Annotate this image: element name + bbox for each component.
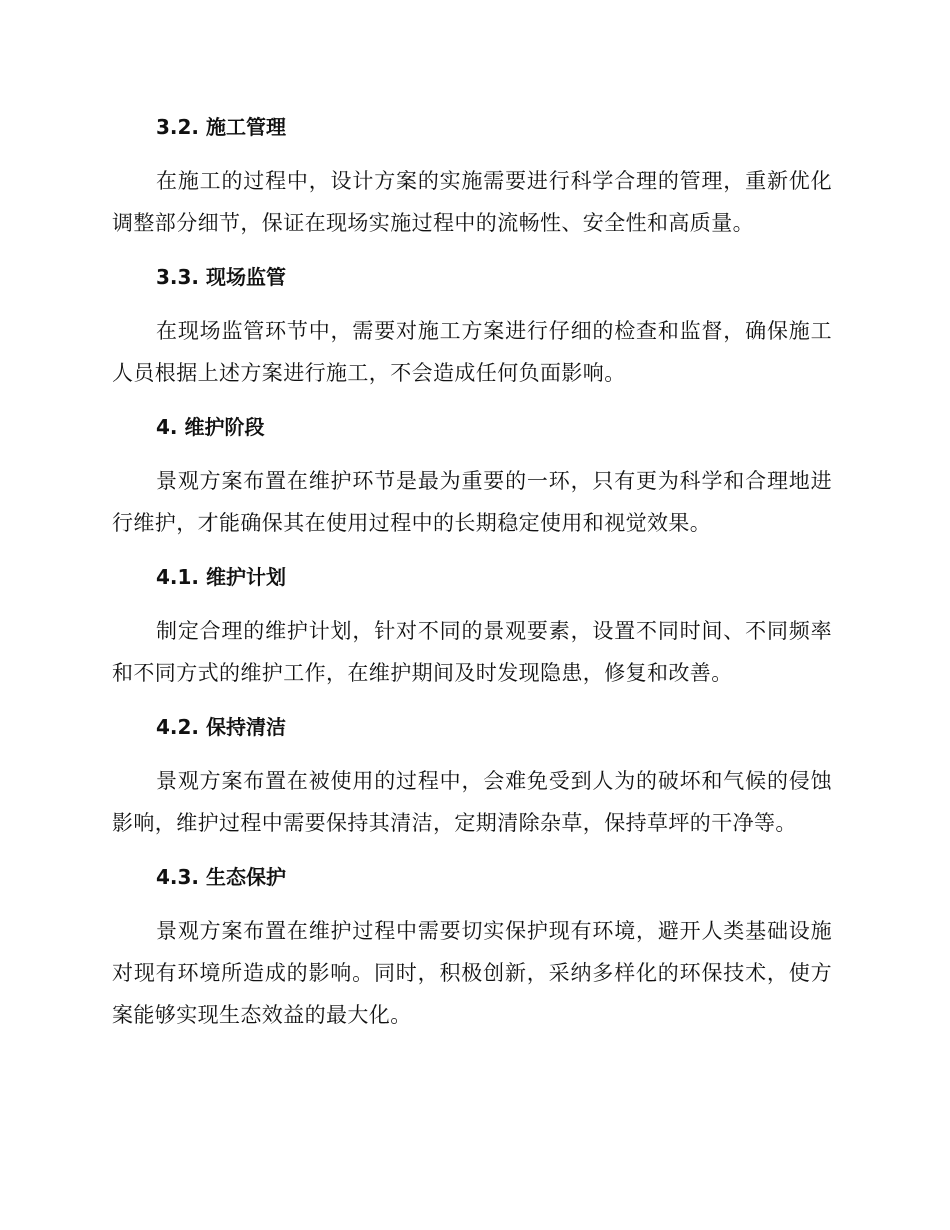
- section-paragraph: 景观方案布置在维护环节是最为重要的一环，只有更为科学和合理地进行维护，才能确保其在使用过程中的长期稳定使用和视觉效果。: [112, 469, 832, 535]
- section-paragraph: 在现场监管环节中，需要对施工方案进行仔细的检查和监督，确保施工人员根据上述方案进行施工，不会造成任何负面影响。: [112, 319, 832, 385]
- section-3-2: [112, 108, 832, 244]
- section-4-2: [112, 708, 832, 844]
- section-3-3: [112, 258, 832, 394]
- document-body: [112, 108, 832, 1050]
- section-4: [112, 408, 832, 544]
- section-heading: 3.2. 施工管理: [156, 115, 286, 139]
- section-paragraph: 制定合理的维护计划，针对不同的景观要素，设置不同时间、不同频率和不同方式的维护工作，在维护期间及时发现隐患，修复和改善。: [112, 619, 832, 685]
- section-heading: 4. 维护阶段: [156, 415, 265, 439]
- section-heading: 4.3. 生态保护: [156, 865, 286, 889]
- section-4-3: [112, 858, 832, 1036]
- section-paragraph: 景观方案布置在被使用的过程中，会难免受到人为的破坏和气候的侵蚀影响，维护过程中需要保持其清洁，定期清除杂草，保持草坪的干净等。: [112, 769, 832, 835]
- section-heading: 4.1. 维护计划: [156, 565, 286, 589]
- section-paragraph: 在施工的过程中，设计方案的实施需要进行科学合理的管理，重新优化调整部分细节，保证在现场实施过程中的流畅性、安全性和高质量。: [112, 169, 832, 235]
- section-4-1: [112, 558, 832, 694]
- section-paragraph: 景观方案布置在维护过程中需要切实保护现有环境，避开人类基础设施对现有环境所造成的影响。同时，积极创新，采纳多样化的环保技术，使方案能够实现生态效益的最大化。: [112, 919, 832, 1027]
- section-heading: 3.3. 现场监管: [156, 265, 286, 289]
- section-heading: 4.2. 保持清洁: [156, 715, 286, 739]
